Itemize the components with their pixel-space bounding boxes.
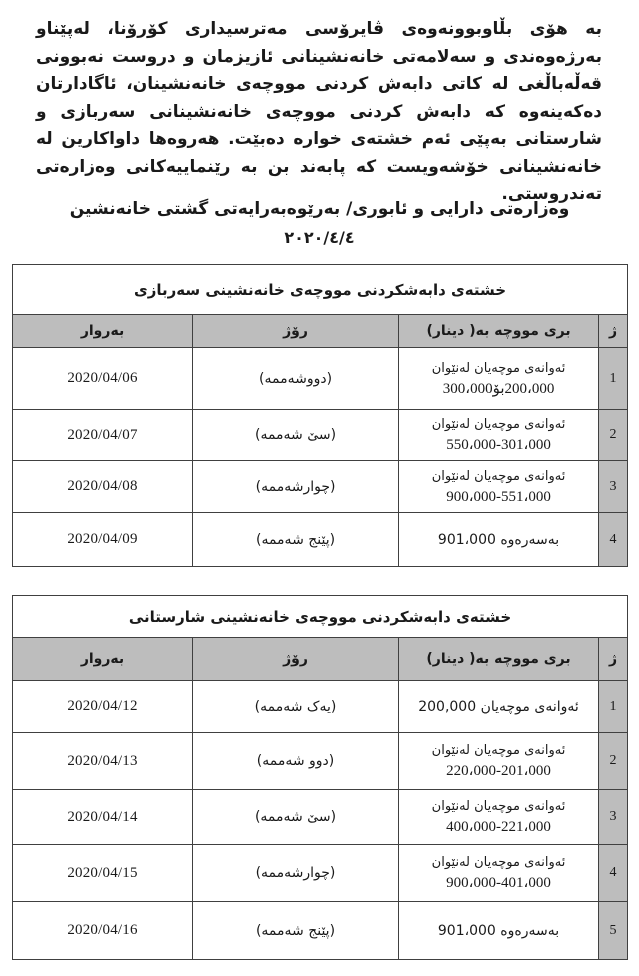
row-number-cell: 2 — [599, 410, 628, 461]
day-cell: (دوو شەممە) — [193, 733, 399, 790]
row-number-cell: 3 — [599, 790, 628, 845]
day-cell: (دووشەممە) — [193, 348, 399, 410]
table-row — [13, 902, 628, 960]
amount-line: 550،000-301،000 — [446, 437, 551, 453]
civil-pension-schedule-table — [12, 595, 628, 960]
military-pension-schedule-table — [12, 264, 628, 567]
header-day: رۆژ — [193, 315, 399, 348]
header-no: ژ — [599, 638, 628, 681]
row-number-cell: 1 — [599, 681, 628, 733]
row-number-cell: 1 — [599, 348, 628, 410]
date-cell: 2020/04/14 — [13, 790, 193, 845]
day-cell: (پێنج شەممە) — [193, 513, 399, 567]
table-title: خشتەی دابەشکردنی مووچەی خانەنشینی سەربازی — [13, 265, 628, 315]
header-day: رۆژ — [193, 638, 399, 681]
amount-line: 200،000بۆ300،000 — [442, 380, 555, 397]
row-number-cell: 2 — [599, 733, 628, 790]
header-amount: بری مووچە بە( دینار) — [399, 315, 599, 348]
intro-paragraph: بە هۆی بڵاوبوونەوەی ڤایرۆسی مەترسیداری کۆرۆنا، لەپێناو بەرژەوەندی و سەلامەتی خانەنشینانی ئازیزمان و دروست نەبوونی قەڵەباڵغی لە کاتی دابەش کردنی مووچەی خانەنشینان، ئاگادارتان دەکەینەوە کە دابەش کردنی مووچەی خانەنشینانی سەربازی و شارستانی بەپێی ئەم خشتەی خوارە دەبێت. هەروەها داواکارین لە خانەنشینانی خۆشەویست کە پابەند بن بە رێنماییەکانی وەزارەتی تەندروستی. — [36, 19, 602, 204]
amount-cell — [399, 410, 599, 461]
amount-cell — [399, 790, 599, 845]
table-row — [13, 681, 628, 733]
table-row — [13, 461, 628, 513]
table-row — [13, 348, 628, 410]
date-cell: 2020/04/13 — [13, 733, 193, 790]
table-header-row — [13, 315, 628, 348]
day-cell: (سێ شەممە) — [193, 410, 399, 461]
amount-cell — [399, 513, 599, 567]
day-cell: (یەک شەممە) — [193, 681, 399, 733]
day-cell: (سێ شەممە) — [193, 790, 399, 845]
table-header-row — [13, 638, 628, 681]
amount-line: بەسەرەوە 901،000 — [437, 922, 560, 939]
day-cell: (چوارشەممە) — [193, 461, 399, 513]
date-cell: 2020/04/16 — [13, 902, 193, 960]
table-title-row — [13, 265, 628, 315]
amount-line: ئەوانەی موچەیان 200,000 — [418, 698, 579, 715]
table-row — [13, 790, 628, 845]
table-title: خشتەی دابەشکردنی مووچەی خانەنشینی شارستانی — [13, 596, 628, 638]
ministry-heading: وەزارەتی دارایی و ئابوری/ بەرێوەبەرایەتی گشتی خانەنشین — [69, 199, 570, 219]
header-date: بەروار — [13, 315, 193, 348]
day-cell: (پێنج شەممە) — [193, 902, 399, 960]
amount-line: بەسەرەوە 901،000 — [437, 531, 560, 548]
table-row — [13, 410, 628, 461]
header-no: ژ — [599, 315, 628, 348]
amount-cell — [399, 902, 599, 960]
amount-line: ئەوانەی موچەیان لەنێوان — [431, 468, 566, 484]
row-number-cell: 4 — [599, 513, 628, 567]
date-cell: 2020/04/15 — [13, 845, 193, 902]
date-cell: 2020/04/08 — [13, 461, 193, 513]
amount-cell — [399, 348, 599, 410]
row-number-cell: 4 — [599, 845, 628, 902]
amount-line: 900،000-401،000 — [446, 875, 551, 891]
table-title-row — [13, 596, 628, 638]
amount-cell — [399, 845, 599, 902]
amount-line: 400،000-221،000 — [446, 819, 551, 835]
amount-line: 900،000-551،000 — [446, 488, 551, 505]
amount-line: ئەوانەی موچەیان لەنێوان — [431, 799, 566, 814]
header-date: بەروار — [13, 638, 193, 681]
amount-cell — [399, 733, 599, 790]
table-row — [13, 733, 628, 790]
amount-line: ئەوانەی موچەیان لەنێوان — [431, 743, 566, 758]
table-row — [13, 513, 628, 567]
date-cell: 2020/04/09 — [13, 513, 193, 567]
amount-line: 220،000-201،000 — [446, 763, 551, 779]
amount-line: ئەوانەی موچەیان لەنێوان — [431, 360, 566, 376]
issue-date: ٢٠٢٠/٤/٤ — [284, 228, 355, 247]
date-cell: 2020/04/07 — [13, 410, 193, 461]
amount-cell — [399, 681, 599, 733]
row-number-cell: 3 — [599, 461, 628, 513]
header-amount: بری مووچە بە( دینار) — [399, 638, 599, 681]
date-cell: 2020/04/06 — [13, 348, 193, 410]
table-row — [13, 845, 628, 902]
row-number-cell: 5 — [599, 902, 628, 960]
day-cell: (چوارشەممە) — [193, 845, 399, 902]
amount-cell — [399, 461, 599, 513]
amount-line: ئەوانەی موچەیان لەنێوان — [431, 855, 566, 870]
date-cell: 2020/04/12 — [13, 681, 193, 733]
amount-line: ئەوانەی موچەیان لەنێوان — [431, 417, 566, 432]
